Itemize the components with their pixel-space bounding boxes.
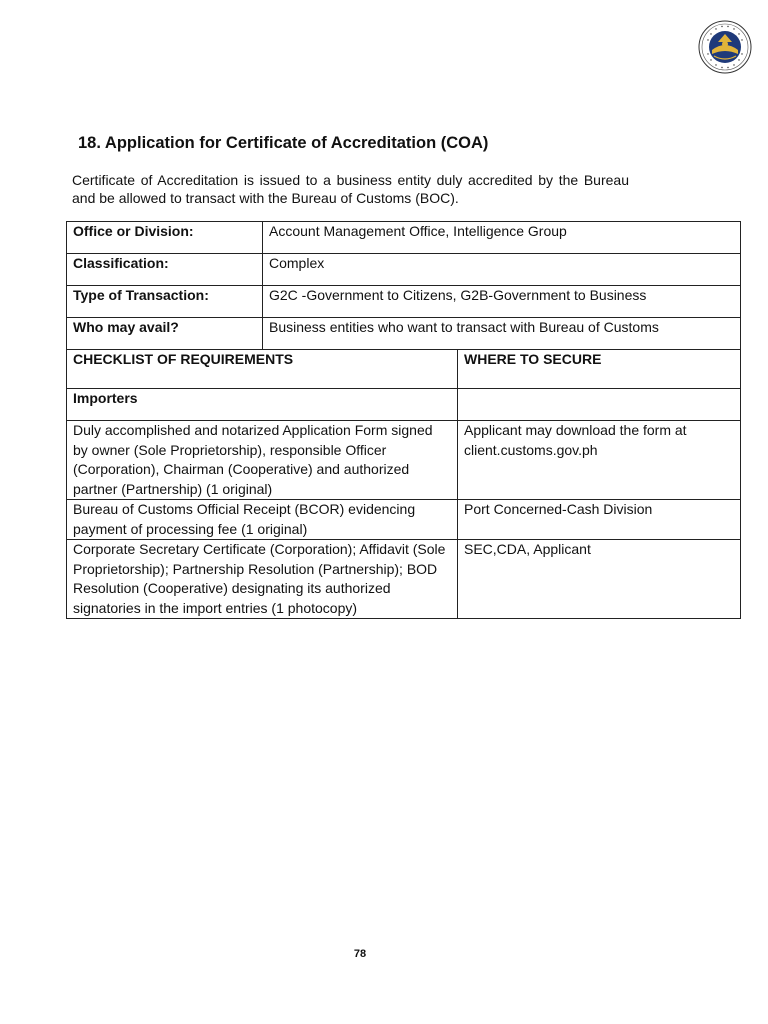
table-row (67, 540, 741, 619)
page-title: 18. Application for Certificate of Accreditation (COA) (78, 134, 489, 152)
service-info-table (66, 221, 741, 350)
where-to-secure-cell: Port Concerned-Cash Division (458, 500, 741, 540)
where-to-secure-header: WHERE TO SECURE (458, 350, 741, 389)
who-may-avail-label: Who may avail? (67, 318, 263, 350)
table-row (67, 318, 741, 350)
where-to-secure-cell: SEC,CDA, Applicant (458, 540, 741, 619)
checklist-header: CHECKLIST OF REQUIREMENTS (67, 350, 458, 389)
classification-value: Complex (263, 254, 741, 286)
section-empty-cell (458, 389, 741, 421)
table-row (67, 500, 741, 540)
table-row (67, 286, 741, 318)
table-row (67, 254, 741, 286)
office-division-value: Account Management Office, Intelligence Group (263, 222, 741, 254)
transaction-type-value: G2C -Government to Citizens, G2B-Government to Business (263, 286, 741, 318)
requirement-cell: Bureau of Customs Official Receipt (BCOR) evidencing payment of processing fee (1 original) (67, 500, 458, 540)
transaction-type-label: Type of Transaction: (67, 286, 263, 318)
table-row (67, 421, 741, 500)
requirements-header-row (67, 350, 741, 389)
requirement-cell: Corporate Secretary Certificate (Corporation); Affidavit (Sole Proprietorship); Partnership Resolution (Partnership); BOD Resolution (Cooperative) designating its authorized signatories in the import entries (1 photocopy) (67, 540, 458, 619)
requirement-cell: Duly accomplished and notarized Application Form signed by owner (Sole Proprietorship), responsible Officer (Corporation), Chairman (Cooperative) and authorized partner (Partnership) (1 original) (67, 421, 458, 500)
intro-paragraph: Certificate of Accreditation is issued to a business entity duly accredited by the Bureau and be allowed to transact with the Bureau of Customs (BOC). (72, 172, 629, 206)
office-division-label: Office or Division: (67, 222, 263, 254)
section-label: Importers (67, 389, 458, 421)
bureau-of-customs-seal-icon (698, 20, 752, 74)
where-to-secure-cell: Applicant may download the form at client.customs.gov.ph (458, 421, 741, 500)
section-row (67, 389, 741, 421)
classification-label: Classification: (67, 254, 263, 286)
who-may-avail-value: Business entities who want to transact with Bureau of Customs (263, 318, 741, 350)
table-row (67, 222, 741, 254)
requirements-table (66, 349, 741, 619)
page-number: 78 (353, 948, 367, 960)
